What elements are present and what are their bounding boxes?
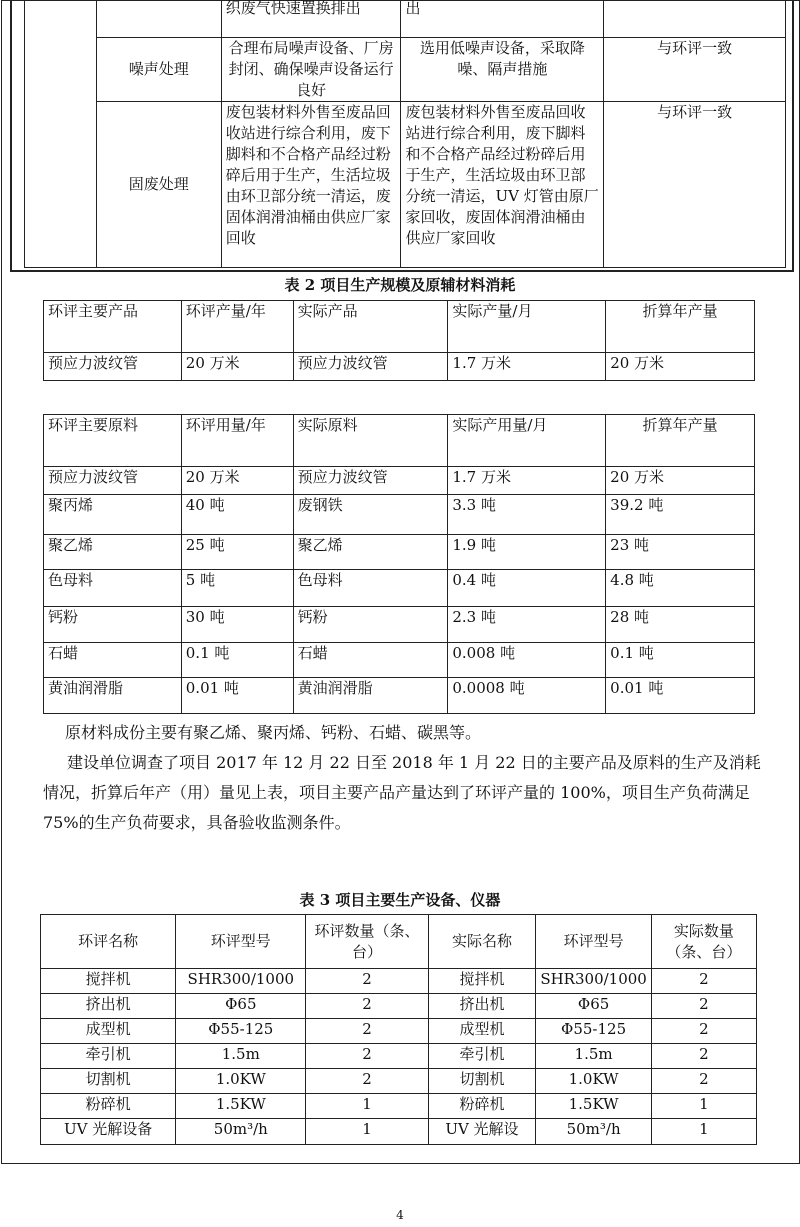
table-cell bbox=[604, 1, 786, 38]
table-cell: 30 吨 bbox=[181, 607, 293, 643]
table-cell: 石蜡 bbox=[44, 643, 182, 678]
page-number: 4 bbox=[396, 1208, 404, 1222]
table-cell: 成型机 bbox=[428, 1019, 536, 1044]
table-header: 环评型号 bbox=[536, 915, 652, 969]
table-cell: Φ55-125 bbox=[536, 1019, 652, 1044]
table-cell: 预应力波纹管 bbox=[293, 353, 448, 381]
paragraph-materials-composition: 原材料成份主要有聚乙烯、聚丙烯、钙粉、石蜡、碳黑等。 bbox=[65, 723, 482, 742]
table-cell: 切割机 bbox=[41, 1069, 176, 1094]
table-header: 环评名称 bbox=[41, 915, 176, 969]
table-cell: 合理布局噪声设备、厂房封闭、确保噪声设备运行良好 bbox=[221, 38, 401, 102]
table-cell: 1.5m bbox=[536, 1044, 652, 1069]
table-cell: 40 吨 bbox=[181, 495, 293, 535]
table-cell: 牵引机 bbox=[428, 1044, 536, 1069]
table-cell: 0.0008 吨 bbox=[448, 678, 606, 714]
table-cell: Φ65 bbox=[176, 994, 306, 1019]
table-cell: UV 光解设 bbox=[428, 1119, 536, 1145]
table-cell: 20 万米 bbox=[606, 353, 755, 381]
table-cell: 1 bbox=[651, 1094, 756, 1119]
table-cell: 2 bbox=[306, 994, 428, 1019]
table-cell: SHR300/1000 bbox=[536, 969, 652, 994]
table-header: 实际产品 bbox=[293, 301, 448, 353]
table-cell: 挤出机 bbox=[41, 994, 176, 1019]
table-cell: 1.7 万米 bbox=[448, 353, 606, 381]
table-cell: 25 吨 bbox=[181, 535, 293, 570]
table-cell: 5 吨 bbox=[181, 570, 293, 607]
table-cell: 1.5KW bbox=[176, 1094, 306, 1119]
table-cell: 粉碎机 bbox=[428, 1094, 536, 1119]
table-cell: 织废气快速置换排出 bbox=[221, 1, 401, 38]
table-cell: 2 bbox=[651, 1069, 756, 1094]
table-cell: 噪声处理 bbox=[96, 38, 221, 102]
table-cell: 固废处理 bbox=[96, 102, 221, 268]
table-header: 实际数量（条、台） bbox=[651, 915, 756, 969]
table-cell: 1 bbox=[306, 1119, 428, 1145]
table-cell: 20 万米 bbox=[181, 353, 293, 381]
table-cell: 1 bbox=[306, 1094, 428, 1119]
table3-caption: 表 3 项目主要生产设备、仪器 bbox=[299, 891, 501, 909]
table-cell: 20 万米 bbox=[181, 467, 293, 495]
table-cell: 28 吨 bbox=[606, 607, 755, 643]
table-cell: Φ55-125 bbox=[176, 1019, 306, 1044]
table-cell: 0.1 吨 bbox=[181, 643, 293, 678]
table-cell: 1.0KW bbox=[536, 1069, 652, 1094]
table-header: 环评型号 bbox=[176, 915, 306, 969]
table-cell: 废包装材料外售至废品回收站进行综合利用，废下脚料和不合格产品经过粉碎后用于生产，生活垃圾由环卫部分统一清运，废固体润滑油桶由供应厂家回收 bbox=[221, 102, 401, 268]
table-cell: SHR300/1000 bbox=[176, 969, 306, 994]
table-cell: 1.5KW bbox=[536, 1094, 652, 1119]
env-measures-table bbox=[24, 0, 786, 268]
table-cell: 与环评一致 bbox=[604, 38, 786, 102]
table-cell: 23 吨 bbox=[606, 535, 755, 570]
table-cell: 废包装材料外售至废品回收站进行综合利用，废下脚料和不合格产品经过粉碎后用于生产，生活垃圾由环卫部分统一清运，UV 灯管由原厂家回收，废固体润滑油桶由供应厂家回收 bbox=[401, 102, 604, 268]
table-cell: 2 bbox=[651, 1044, 756, 1069]
table-cell: 0.01 吨 bbox=[181, 678, 293, 714]
table-cell: 20 万米 bbox=[606, 467, 755, 495]
table-cell: 聚乙烯 bbox=[44, 535, 182, 570]
table-header: 折算年产量 bbox=[606, 301, 755, 353]
table-cell: 成型机 bbox=[41, 1019, 176, 1044]
table-cell: 1.7 万米 bbox=[448, 467, 606, 495]
paragraph-survey-summary: 建设单位调查了项目 2017 年 12 月 22 日至 2018 年 1 月 22 日的主要产品及原料的生产及消耗情况，折算后年产（用）量见上表，项目主要产品产量达到了环评产量的 100%，项目生产负荷满足 75%的生产负荷要求，具备验收监测条件。 bbox=[43, 753, 761, 832]
table-cell: 0.008 吨 bbox=[448, 643, 606, 678]
table-cell: 黄油润滑脂 bbox=[293, 678, 448, 714]
table-cell: 预应力波纹管 bbox=[44, 467, 182, 495]
table-cell: Φ65 bbox=[536, 994, 652, 1019]
table-cell: 2 bbox=[306, 1019, 428, 1044]
table-cell: 2 bbox=[651, 994, 756, 1019]
table-cell: 2 bbox=[306, 1044, 428, 1069]
table-cell: 1.9 吨 bbox=[448, 535, 606, 570]
table-cell: 废钢铁 bbox=[293, 495, 448, 535]
table2-products bbox=[43, 300, 755, 381]
table-cell: 黄油润滑脂 bbox=[44, 678, 182, 714]
table-cell: 50m³/h bbox=[176, 1119, 306, 1145]
table-header: 实际原料 bbox=[293, 415, 448, 467]
table-cell: 选用低噪声设备，采取降噪、隔声措施 bbox=[401, 38, 604, 102]
table-cell: 1.0KW bbox=[176, 1069, 306, 1094]
table-cell: 切割机 bbox=[428, 1069, 536, 1094]
table-cell: 挤出机 bbox=[428, 994, 536, 1019]
table-cell bbox=[96, 1, 221, 38]
table-header: 实际产量/月 bbox=[448, 301, 606, 353]
table-cell: 与环评一致 bbox=[604, 102, 786, 268]
table-header: 实际名称 bbox=[428, 915, 536, 969]
table-cell: 钙粉 bbox=[44, 607, 182, 643]
table-cell: 预应力波纹管 bbox=[44, 353, 182, 381]
table-header: 环评用量/年 bbox=[181, 415, 293, 467]
table-cell: 搅拌机 bbox=[428, 969, 536, 994]
table-cell: 2 bbox=[651, 1019, 756, 1044]
table-cell: 聚乙烯 bbox=[293, 535, 448, 570]
table-cell: 出 bbox=[401, 1, 604, 38]
table-header: 环评主要产品 bbox=[44, 301, 182, 353]
table-header: 折算年产量 bbox=[606, 415, 755, 467]
table-cell: 0.01 吨 bbox=[606, 678, 755, 714]
table-cell: 色母料 bbox=[293, 570, 448, 607]
table-cell: 钙粉 bbox=[293, 607, 448, 643]
table-cell: 2 bbox=[306, 1069, 428, 1094]
table-header: 实际产用量/月 bbox=[448, 415, 606, 467]
table3-equipment bbox=[40, 914, 757, 1145]
table-cell: 50m³/h bbox=[536, 1119, 652, 1145]
table-cell: 3.3 吨 bbox=[448, 495, 606, 535]
table-cell: 1.5m bbox=[176, 1044, 306, 1069]
table-header: 环评主要原料 bbox=[44, 415, 182, 467]
table-header: 环评数量（条、台） bbox=[306, 915, 428, 969]
table-cell: 牵引机 bbox=[41, 1044, 176, 1069]
table-cell: 0.4 吨 bbox=[448, 570, 606, 607]
table-cell: 0.1 吨 bbox=[606, 643, 755, 678]
table-cell: 预应力波纹管 bbox=[293, 467, 448, 495]
table-cell: 2 bbox=[651, 969, 756, 994]
table-cell: 聚丙烯 bbox=[44, 495, 182, 535]
table2-materials bbox=[43, 414, 755, 714]
table2-caption: 表 2 项目生产规模及原辅材料消耗 bbox=[284, 276, 516, 294]
table-cell: 2 bbox=[306, 969, 428, 994]
category-group-cell bbox=[25, 1, 97, 268]
table-cell: 39.2 吨 bbox=[606, 495, 755, 535]
table-cell: 4.8 吨 bbox=[606, 570, 755, 607]
table-header: 环评产量/年 bbox=[181, 301, 293, 353]
table-cell: 搅拌机 bbox=[41, 969, 176, 994]
table-cell: 1 bbox=[651, 1119, 756, 1145]
table-cell: 石蜡 bbox=[293, 643, 448, 678]
table-cell: 2.3 吨 bbox=[448, 607, 606, 643]
table-cell: 粉碎机 bbox=[41, 1094, 176, 1119]
table-cell: 色母料 bbox=[44, 570, 182, 607]
table-cell: UV 光解设备 bbox=[41, 1119, 176, 1145]
